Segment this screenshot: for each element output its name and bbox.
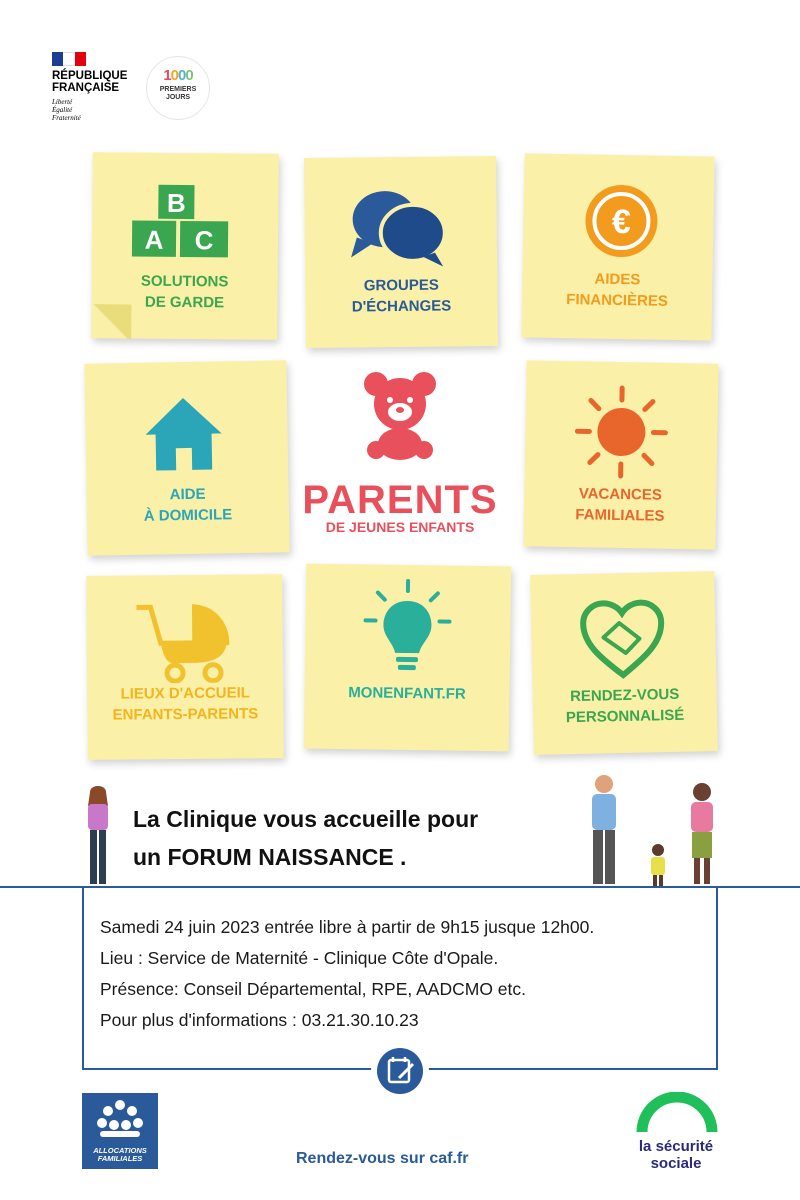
mille-subtitle: PREMIERS JOURS — [159, 86, 197, 101]
euro-coin-icon — [583, 182, 660, 259]
info-presence: Présence: Conseil Départemental, RPE, AADCMO etc. — [100, 979, 527, 999]
note-label: RENDEZ-VOUS PERSONNALISÉ — [565, 685, 685, 727]
note-vacances-familiales — [523, 360, 718, 549]
flag-icon — [52, 52, 86, 66]
info-date: Samedi 24 juin 2023 entrée libre à partir de 9h15 jusque 12h00. — [100, 917, 595, 937]
info-lieu: Lieu : Service de Maternité - Clinique Côte d'Opale. — [100, 948, 499, 968]
caf-label: ALLOCATIONS FAMILIALES — [93, 1146, 147, 1163]
note-aides-financieres — [521, 153, 714, 340]
caf-people-icon — [96, 1099, 144, 1141]
parents-subtitle: DE JEUNES ENFANTS — [325, 519, 475, 535]
caf-link[interactable]: Rendez-vous sur caf.fr — [296, 1150, 469, 1167]
chat-bubbles-icon — [346, 186, 451, 267]
teddy-bear-icon — [360, 370, 440, 460]
block-b-letter: B — [166, 187, 186, 219]
note-lieux-accueil — [86, 574, 284, 760]
note-label: AIDE À DOMICILE — [143, 485, 233, 525]
republique-motto: Liberté Égalité Fraternité — [52, 98, 81, 122]
abc-blocks-icon — [130, 183, 241, 260]
lightbulb-icon — [359, 576, 456, 677]
note-label: MONENFANT.FR — [348, 684, 466, 703]
1000-premiers-jours-logo — [146, 56, 210, 120]
euro-symbol: € — [611, 202, 632, 242]
calendar-edit-icon — [377, 1048, 423, 1094]
block-a-letter: A — [144, 224, 164, 255]
note-aide-domicile — [84, 360, 289, 555]
note-solutions-de-garde — [91, 152, 279, 340]
block-c-letter: C — [194, 225, 214, 256]
caf-logo — [82, 1093, 158, 1169]
family-illustration — [580, 770, 730, 890]
securite-sociale-arc-icon — [636, 1092, 718, 1132]
stroller-icon — [130, 597, 241, 684]
note-label: VACANCES FAMILIALES — [575, 485, 665, 525]
note-label: GROUPES D'ÉCHANGES — [351, 276, 452, 316]
note-monenfant — [304, 564, 512, 752]
house-icon — [143, 393, 224, 474]
info-contact: Pour plus d'informations : 03.21.30.10.23 — [100, 1010, 419, 1030]
note-rendez-vous — [530, 571, 718, 755]
note-label: SOLUTIONS DE GARDE — [140, 272, 229, 312]
republique-francaise-logo — [52, 52, 142, 122]
sun-icon — [573, 383, 671, 481]
handshake-heart-icon — [579, 598, 667, 680]
note-label: LIEUX D'ACCUEIL ENFANTS-PARENTS — [112, 684, 259, 724]
securite-sociale-label: la sécurité sociale — [638, 1138, 714, 1172]
parents-title: PARENTS — [302, 478, 498, 522]
note-groupes-echanges — [304, 156, 498, 348]
info-text — [100, 912, 594, 1036]
woman-figure-illustration — [78, 782, 118, 890]
mille-number: 1000 — [163, 67, 193, 84]
republique-title: RÉPUBLIQUE FRANÇAISE — [52, 70, 128, 94]
note-label: AIDES FINANCIÈRES — [566, 270, 669, 310]
forum-headline: La Clinique vous accueille pour un FORUM NAISSANCE . — [133, 806, 479, 870]
